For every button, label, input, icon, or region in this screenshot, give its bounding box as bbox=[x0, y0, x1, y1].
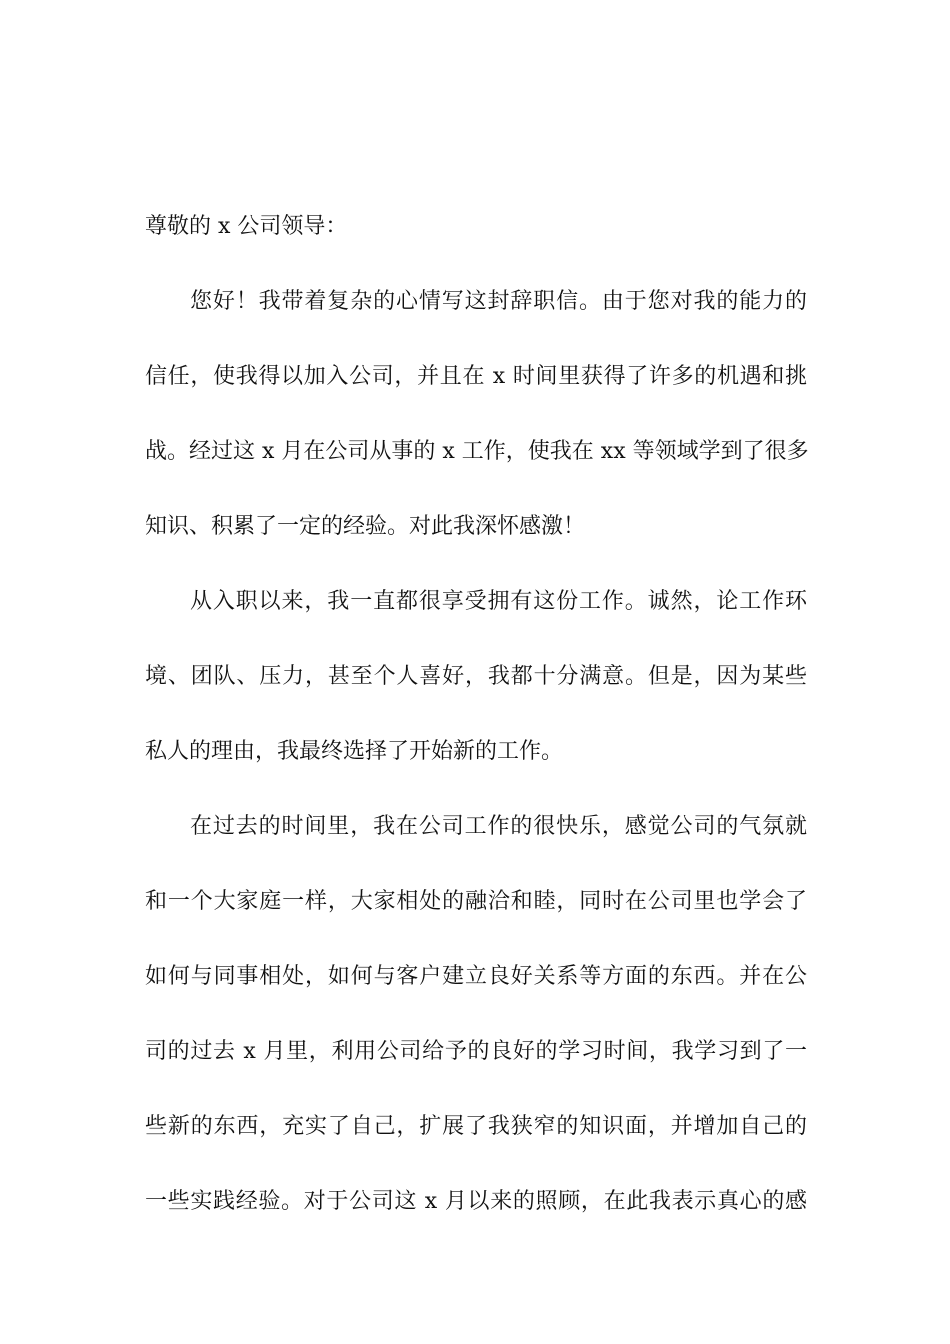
salutation: 尊敬的 x 公司领导： bbox=[145, 214, 348, 239]
paragraph-3-line-5: 些新的东西，充实了自己，扩展了我狭窄的知识面，并增加自己的 bbox=[145, 1114, 807, 1139]
paragraph-3-line-4: 司的过去 x 月里，利用公司给予的良好的学习时间，我学习到了一 bbox=[145, 1039, 807, 1064]
paragraph-3-line-1: 在过去的时间里，我在公司工作的很快乐，感觉公司的气氛就 bbox=[190, 814, 807, 839]
paragraph-3-line-2: 和一个大家庭一样，大家相处的融洽和睦，同时在公司里也学会了 bbox=[145, 889, 807, 914]
paragraph-1-line-2: 信任，使我得以加入公司，并且在 x 时间里获得了许多的机遇和挑 bbox=[145, 364, 807, 389]
paragraph-1-line-1: 您好！我带着复杂的心情写这封辞职信。由于您对我的能力的 bbox=[190, 289, 807, 314]
paragraph-2-line-1: 从入职以来，我一直都很享受拥有这份工作。诚然，论工作环 bbox=[190, 589, 807, 614]
paragraph-1-line-4: 知识、积累了一定的经验。对此我深怀感激！ bbox=[145, 514, 586, 539]
paragraph-2-line-2: 境、团队、压力，甚至个人喜好，我都十分满意。但是，因为某些 bbox=[145, 664, 807, 689]
paragraph-3-line-3: 如何与同事相处，如何与客户建立良好关系等方面的东西。并在公 bbox=[145, 964, 807, 989]
paragraph-2-line-3: 私人的理由，我最终选择了开始新的工作。 bbox=[145, 739, 564, 764]
paragraph-1-line-3: 战。经过这 x 月在公司从事的 x 工作，使我在 xx 等领域学到了很多 bbox=[145, 439, 809, 464]
paragraph-3-line-6: 一些实践经验。对于公司这 x 月以来的照顾，在此我表示真心的感 bbox=[145, 1189, 807, 1214]
